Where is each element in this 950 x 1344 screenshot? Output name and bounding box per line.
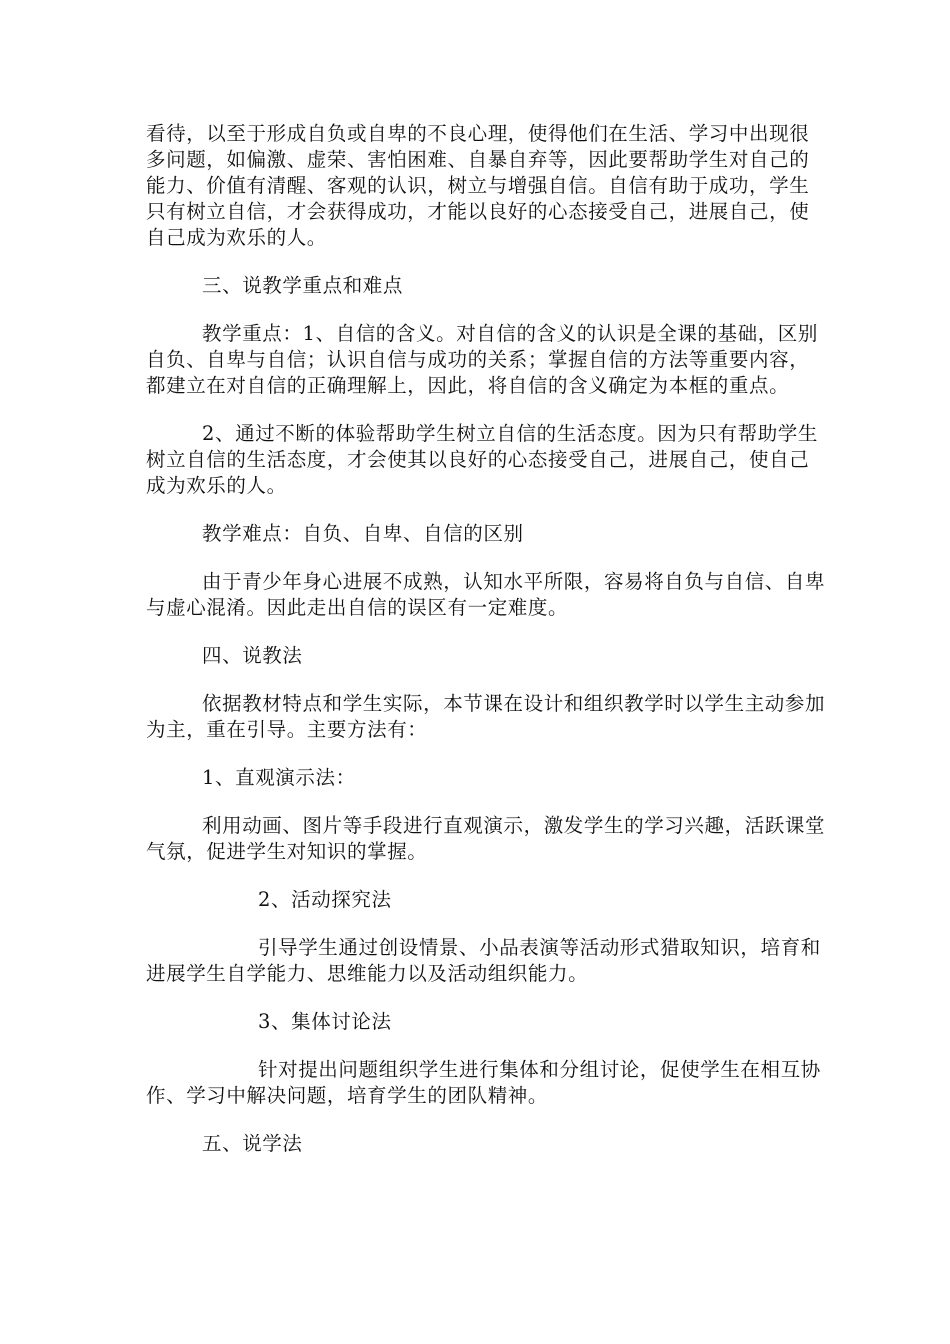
paragraph-continuation: 看待，以至于形成自负或自卑的不良心理，使得他们在生活、学习中出现很多问题，如偏激、虚荣、害怕困难、自暴自弃等，因此要帮助学生对自己的能力、价值有清醒、客观的认识，树立与增强自信。自信有助于成功，学生只有树立自信，才会获得成功，才能以良好的心态接受自己，进展自己，使自己成为欢乐的人。 — [146, 122, 810, 249]
method-heading-1: 1、直观演示法： — [202, 766, 356, 789]
paragraph-key-points: 教学重点：1、自信的含义。对自信的含义的认识是全课的基础，区别自负、自卑与自信；认识自信与成功的关系；掌握自信的方法等重要内容，都建立在对自信的正确理解上，因此，将自信的含义确定为本框的重点。 — [146, 322, 819, 397]
paragraph-method-2: 引导学生通过创设情景、小品表演等活动形式猎取知识，培育和进展学生自学能力、思维能力以及活动组织能力。 — [146, 936, 821, 985]
paragraph-difficulty: 教学难点：自负、自卑、自信的区别 — [202, 522, 524, 545]
paragraph-method-1: 利用动画、图片等手段进行直观演示，激发学生的学习兴趣，活跃课堂气氛，促进学生对知识的掌握。 — [146, 814, 826, 863]
document-page — [146, 121, 826, 1157]
section-heading-5: 五、说学法 — [202, 1132, 303, 1155]
paragraph-method-3: 针对提出问题组织学生进行集体和分组讨论，促使学生在相互协作、学习中解决问题，培育学生的团队精神。 — [146, 1058, 821, 1107]
method-heading-3: 3、集体讨论法 — [258, 1010, 392, 1033]
paragraph-key-point-2: 2、通过不断的体验帮助学生树立自信的生活态度。因为只有帮助学生树立自信的生活态度，才会使其以良好的心态接受自己，进展自己，使自己成为欢乐的人。 — [146, 422, 819, 497]
method-heading-2: 2、活动探究法 — [258, 888, 392, 911]
section-heading-4: 四、说教法 — [202, 644, 303, 667]
paragraph-teaching-methods: 依据教材特点和学生实际，本节课在设计和组织教学时以学生主动参加为主，重在引导。主要方法有： — [146, 692, 826, 741]
section-heading-3: 三、说教学重点和难点 — [202, 274, 404, 297]
paragraph-difficulty-reason: 由于青少年身心进展不成熟，认知水平所限，容易将自负与自信、自卑与虚心混淆。因此走出自信的误区有一定难度。 — [146, 570, 826, 619]
